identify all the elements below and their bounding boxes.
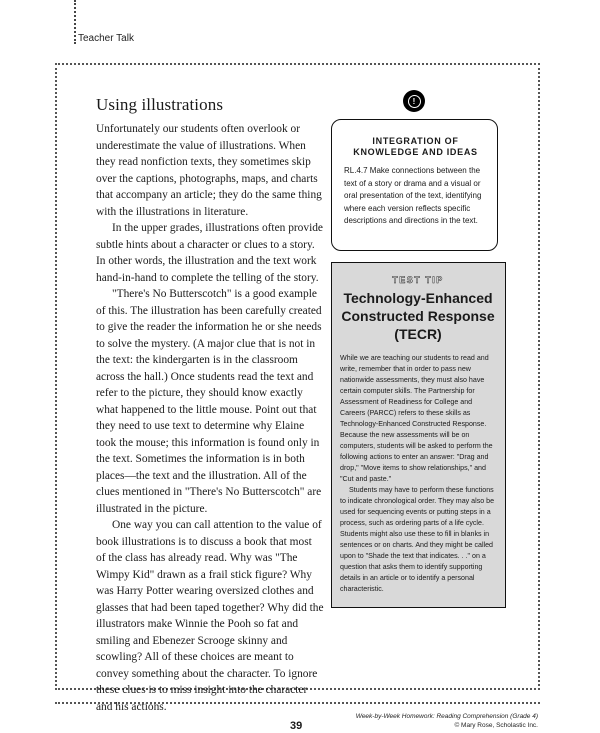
article-paragraph: One way you can call attention to the value of book illustrations is to discuss a book that most of the class has already read. Why was "The Wimpy Kid" drawn as a frail stick figure? Why was Harry Potter wearing oversized clothes and glasses that had been taped together? Why did the illustrators make Winnie the Pooh so fat and smiling and Ebenezer Scrooge skinny and scowling? All of these choices are meant to convey something about the character. To ignore these clues is to miss insight into the character and his actions. xyxy=(96,519,324,713)
header-dotted-rule xyxy=(74,0,76,44)
footer-dotted-rule xyxy=(55,702,540,704)
test-tip-paragraph: While we are teaching our students to read and write, remember that in order to pass new nationwide assessments, they must also have certain computer skills. The Partnership for Assessment of Readiness for College and Careers (PARCC) refers to these skills as Technology-Enhanced Constructed Response. Because the new assessments will be on computers, students will be asked to perform the following actions to enter an answer: "Drag and drop," "Move items to show relationships," and "Cut and paste." xyxy=(340,354,493,483)
test-tip-title: Technology-Enhanced Constructed Response (TECR) xyxy=(341,290,495,342)
section-label: Teacher Talk xyxy=(78,33,134,44)
test-tip-label: TEST TIP xyxy=(392,275,444,285)
test-tip-box xyxy=(331,262,506,608)
article-paragraph: "There's No Butterscotch" is a good example of this. The illustration has been carefully created to give the reader the information he or she needs to solve the mystery. (A major clue that is not in the text: the kindergarten is in the classroom across the hall.) Once students read the text and refer to the picture, they should know exactly what happened to the little mouse. Point out that they need to use text to determine why Elaine took the mouse; this information is found only in the text. Sometimes the information is in both places—the text and the illustration. All of the clues mentioned in "There's No Butterscotch" are illustrated in the picture. xyxy=(96,288,322,515)
article-paragraph: Unfortunately our students often overlook or underestimate the value of illustrations. When they read nonfiction texts, they sometimes skip over the captions, photographs, maps, and charts that accompany an article; they do the same thing with the illustrations in literature. xyxy=(96,123,322,218)
standard-box xyxy=(331,119,498,251)
standard-title: INTEGRATION OF KNOWLEDGE AND IDEAS xyxy=(353,136,478,157)
book-title: Week-by-Week Homework: Reading Comprehension (Grade 4) xyxy=(355,713,538,720)
article-paragraph: In the upper grades, illustrations often provide subtle hints about a character or clues to a story. In other words, the illustration and the text work hand-in-hand to complete the telling of the story. xyxy=(96,222,323,284)
copyright: © Mary Rose, Scholastic Inc. xyxy=(454,722,538,729)
test-tip-paragraph: Students may have to perform these functions to indicate chronological order. They may also be used for sequencing events or putting steps in a process, such as ordering parts of a life cycle. Students might also use these to fill in blanks in sentences or on charts. And they might be called upon to "Shade the text that indicates. . ." on a question that asks them to identify supporting details in an article or to identify a personal characteristic. xyxy=(340,486,495,593)
page-number: 39 xyxy=(290,720,303,732)
footer-citation xyxy=(356,712,538,730)
article xyxy=(96,95,324,715)
article-heading: Using illustrations xyxy=(96,95,224,114)
lightbulb-icon: ! xyxy=(403,90,425,112)
standard-text: RL.4.7 Make connections between the text of a story or drama and a visual or oral presentation of the text, identifying where each version reflects specific descriptions and directions in the text. xyxy=(344,166,482,225)
